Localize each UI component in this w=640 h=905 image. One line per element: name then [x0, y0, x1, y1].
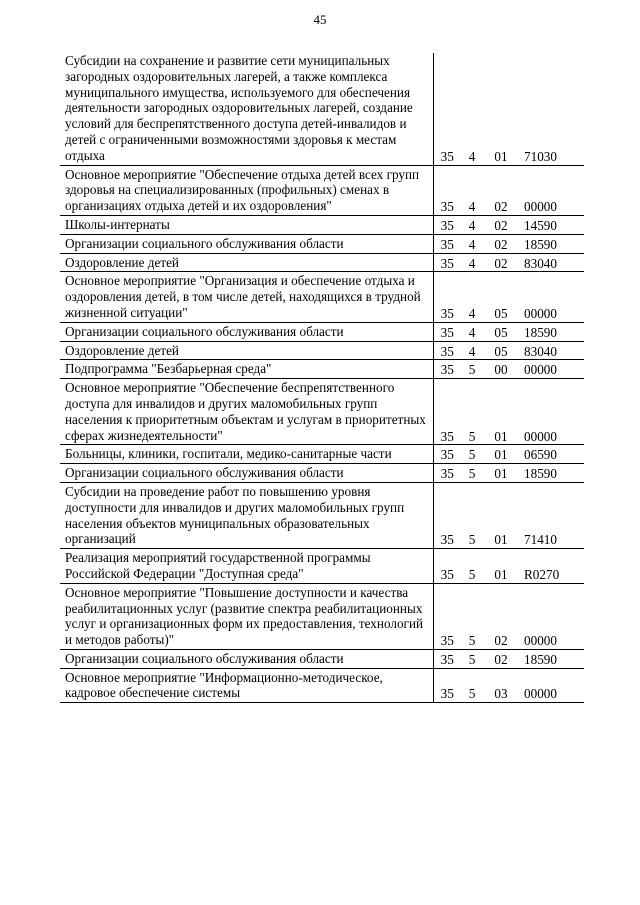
direction-code-cell: 71410	[519, 482, 584, 548]
row-description: Школы-интернаты	[60, 215, 433, 234]
subprogram-code-cell: 5	[461, 360, 483, 379]
program-code-cell: 35	[433, 165, 461, 215]
event-code-cell: 02	[483, 649, 519, 668]
table-row	[60, 360, 584, 379]
row-description: Организации социального обслуживания области	[60, 234, 433, 253]
direction-code-cell: 14590	[519, 215, 584, 234]
event-code-cell: 02	[483, 583, 519, 649]
event-code-cell: 02	[483, 253, 519, 272]
direction-code-cell: R0270	[519, 549, 584, 584]
row-description: Оздоровление детей	[60, 253, 433, 272]
table-row	[60, 234, 584, 253]
table-row	[60, 464, 584, 483]
event-code-cell: 02	[483, 165, 519, 215]
direction-code-cell: 00000	[519, 165, 584, 215]
program-code-cell: 35	[433, 379, 461, 445]
direction-code-cell: 18590	[519, 464, 584, 483]
event-code-cell: 02	[483, 234, 519, 253]
event-code-cell: 01	[483, 53, 519, 165]
row-description: Основное мероприятие "Информационно-методическое, кадровое обеспечение системы	[60, 668, 433, 703]
table-row	[60, 668, 584, 703]
table-row	[60, 215, 584, 234]
subprogram-code-cell: 5	[461, 583, 483, 649]
direction-code-cell: 00000	[519, 379, 584, 445]
row-description: Субсидии на проведение работ по повышению уровня доступности для инвалидов и других маломобильных групп населения объектов муниципальных образовательных организаций	[60, 482, 433, 548]
row-description: Основное мероприятие "Организация и обеспечение отдыха и оздоровления детей, в том числе детей, находящихся в трудной жизненной ситуации"	[60, 272, 433, 322]
program-code-cell: 35	[433, 253, 461, 272]
program-code-cell: 35	[433, 445, 461, 464]
subprogram-code-cell: 5	[461, 649, 483, 668]
subprogram-code-cell: 5	[461, 482, 483, 548]
table-row	[60, 379, 584, 445]
table-row	[60, 272, 584, 322]
program-code-cell: 35	[433, 272, 461, 322]
subprogram-code-cell: 5	[461, 549, 483, 584]
event-code-cell: 00	[483, 360, 519, 379]
subprogram-code-cell: 4	[461, 341, 483, 360]
page-number: 45	[313, 12, 327, 27]
subprogram-code-cell: 5	[461, 668, 483, 703]
subprogram-code-cell: 4	[461, 272, 483, 322]
program-code-cell: 35	[433, 583, 461, 649]
table-row	[60, 649, 584, 668]
row-description: Организации социального обслуживания области	[60, 322, 433, 341]
subprogram-code-cell: 5	[461, 445, 483, 464]
subprogram-code-cell: 4	[461, 253, 483, 272]
event-code-cell: 05	[483, 341, 519, 360]
row-description: Основное мероприятие "Обеспечение отдыха детей всех групп здоровья на специализированных (профильных) сменах в организациях отдыха детей и их оздоровления"	[60, 165, 433, 215]
program-code-cell: 35	[433, 341, 461, 360]
subprogram-code-cell: 4	[461, 165, 483, 215]
event-code-cell: 02	[483, 215, 519, 234]
direction-code-cell: 00000	[519, 360, 584, 379]
row-description: Больницы, клиники, госпитали, медико-санитарные части	[60, 445, 433, 464]
table-row	[60, 482, 584, 548]
table-row	[60, 165, 584, 215]
direction-code-cell: 00000	[519, 272, 584, 322]
row-description: Реализация мероприятий государственной программы Российской Федерации "Доступная среда"	[60, 549, 433, 584]
event-code-cell: 05	[483, 322, 519, 341]
table-row	[60, 253, 584, 272]
direction-code-cell: 83040	[519, 341, 584, 360]
program-code-cell: 35	[433, 668, 461, 703]
row-description: Организации социального обслуживания области	[60, 649, 433, 668]
direction-code-cell: 00000	[519, 668, 584, 703]
table-row	[60, 322, 584, 341]
event-code-cell: 01	[483, 445, 519, 464]
program-code-cell: 35	[433, 360, 461, 379]
direction-code-cell: 83040	[519, 253, 584, 272]
direction-code-cell: 18590	[519, 234, 584, 253]
event-code-cell: 01	[483, 549, 519, 584]
program-code-cell: 35	[433, 464, 461, 483]
direction-code-cell: 06590	[519, 445, 584, 464]
direction-code-cell: 71030	[519, 53, 584, 165]
program-code-cell: 35	[433, 649, 461, 668]
event-code-cell: 05	[483, 272, 519, 322]
table-row	[60, 583, 584, 649]
table-row	[60, 549, 584, 584]
program-code-cell: 35	[433, 234, 461, 253]
row-description: Организации социального обслуживания области	[60, 464, 433, 483]
program-code-cell: 35	[433, 322, 461, 341]
subprogram-code-cell: 5	[461, 379, 483, 445]
event-code-cell: 01	[483, 379, 519, 445]
row-description: Субсидии на сохранение и развитие сети муниципальных загородных оздоровительных лагерей, а также комплекса муниципального имущества, используемого для обеспечения деятельности загородных оздоровительных лагерей, создание условий для беспрепятственного доступа детей-инвалидов и детей с ограниченными возможностями здоровья к местам отдыха	[60, 53, 433, 165]
direction-code-cell: 18590	[519, 649, 584, 668]
row-description: Оздоровление детей	[60, 341, 433, 360]
subprogram-code-cell: 4	[461, 322, 483, 341]
table-row	[60, 341, 584, 360]
subprogram-code-cell: 5	[461, 464, 483, 483]
program-code-cell: 35	[433, 215, 461, 234]
event-code-cell: 03	[483, 668, 519, 703]
program-code-cell: 35	[433, 53, 461, 165]
program-code-cell: 35	[433, 549, 461, 584]
event-code-cell: 01	[483, 464, 519, 483]
subprogram-code-cell: 4	[461, 53, 483, 165]
subprogram-code-cell: 4	[461, 215, 483, 234]
table-row	[60, 53, 584, 165]
row-description: Подпрограмма "Безбарьерная среда"	[60, 360, 433, 379]
budget-classification-table	[60, 53, 584, 703]
table-body	[60, 53, 584, 703]
direction-code-cell: 18590	[519, 322, 584, 341]
row-description: Основное мероприятие "Обеспечение беспрепятственного доступа для инвалидов и других маломобильных групп населения к приоритетным объектам и услугам в приоритетных сферах жизнедеятельности"	[60, 379, 433, 445]
subprogram-code-cell: 4	[461, 234, 483, 253]
row-description: Основное мероприятие "Повышение доступности и качества реабилитационных услуг (развитие спектра реабилитационных услуг и организационных форм их предоставления, технологий и методов работы)"	[60, 583, 433, 649]
event-code-cell: 01	[483, 482, 519, 548]
program-code-cell: 35	[433, 482, 461, 548]
direction-code-cell: 00000	[519, 583, 584, 649]
table-row	[60, 445, 584, 464]
